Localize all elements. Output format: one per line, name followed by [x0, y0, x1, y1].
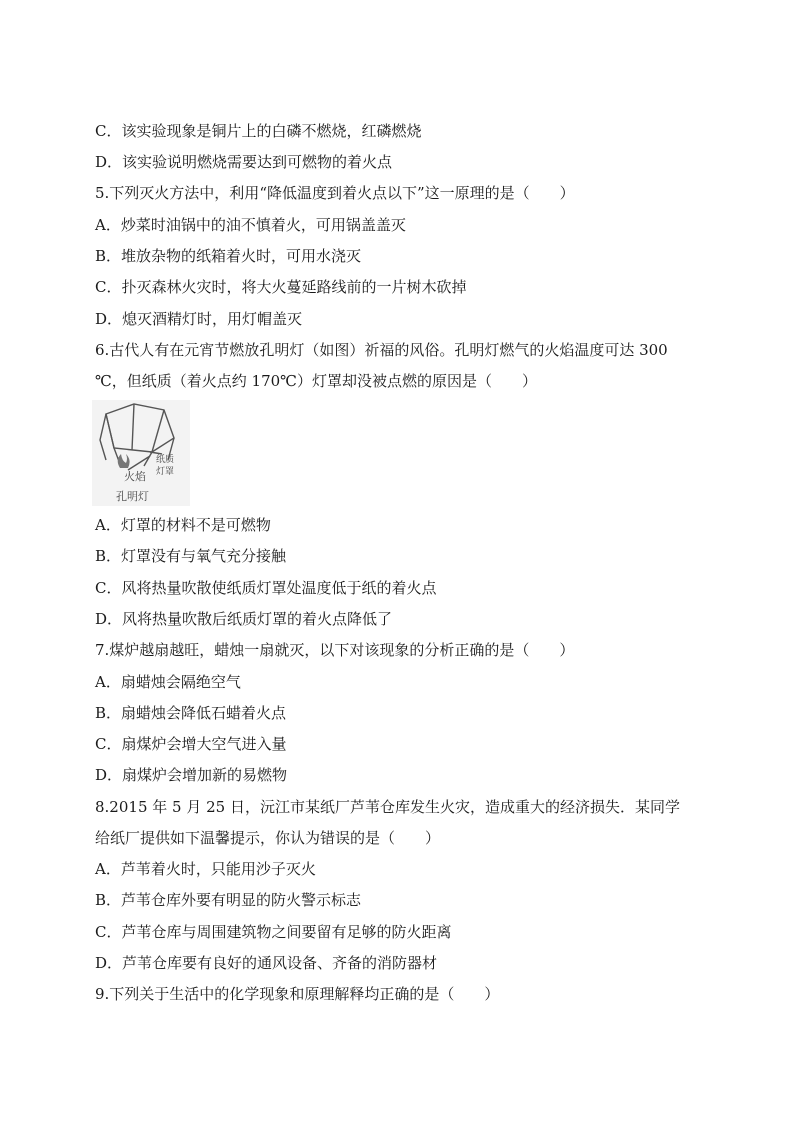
- option-b-q6: B．灯罩没有与氧气充分接触: [95, 547, 287, 565]
- option-b-q5: B．堆放杂物的纸箱着火时，可用水浇灭: [95, 247, 362, 265]
- shade-label-2: 灯罩: [156, 467, 175, 477]
- option-d-q4: D．该实验说明燃烧需要达到可燃物的着火点: [95, 153, 393, 171]
- option-d-q8: D．芦苇仓库要有良好的通风设备、齐备的消防器材: [95, 954, 438, 972]
- kongming-lantern-figure: [92, 400, 190, 506]
- option-c-q6: C．风将热量吹散使纸质灯罩处温度低于纸的着火点: [95, 579, 437, 597]
- figure-caption: 孔明灯: [116, 490, 149, 503]
- question-8-line-2: 给纸厂提供如下温馨提示，你认为错误的是（ ）: [95, 829, 441, 847]
- question-5: 5.下列灭火方法中，利用“降低温度到着火点以下”这一原理的是（ ）: [95, 184, 575, 202]
- option-c-q8: C．芦苇仓库与周围建筑物之间要留有足够的防火距离: [95, 923, 452, 941]
- question-6-line-2: ℃，但纸质（着火点约 170℃）灯罩却没被点燃的原因是（ ）: [95, 372, 537, 390]
- option-a-q6: A．灯罩的材料不是可燃物: [95, 516, 271, 534]
- option-d-q7: D．扇煤炉会增加新的易燃物: [95, 766, 288, 784]
- flame-label: 火焰: [124, 470, 146, 483]
- option-d-q5: D．熄灭酒精灯时，用灯帽盖灭: [95, 310, 303, 328]
- option-c-q4: C．该实验现象是铜片上的白磷不燃烧，红磷燃烧: [95, 122, 422, 140]
- question-8-line-1: 8.2015 年 5 月 25 日，沅江市某纸厂芦苇仓库发生火灾，造成重大的经济损失．某同学: [95, 798, 680, 816]
- option-c-q7: C．扇煤炉会增大空气进入量: [95, 735, 287, 753]
- flame-icon: [118, 454, 130, 468]
- option-a-q5: A．炒菜时油锅中的油不慎着火，可用锅盖盖灭: [95, 216, 406, 234]
- option-b-q7: B．扇蜡烛会降低石蜡着火点: [95, 704, 287, 722]
- question-6-line-1: 6.古代人有在元宵节燃放孔明灯（如图）祈福的风俗。孔明灯燃气的火焰温度可达 300: [95, 341, 668, 359]
- option-a-q7: A．扇蜡烛会隔绝空气: [95, 673, 241, 691]
- shade-label-1: 纸质: [156, 455, 175, 465]
- option-a-q8: A．芦苇着火时，只能用沙子灭火: [95, 860, 316, 878]
- question-9: 9.下列关于生活中的化学现象和原理解释均正确的是（ ）: [95, 985, 500, 1003]
- option-c-q5: C．扑灭森林火灾时，将大火蔓延路线前的一片树木砍掉: [95, 278, 467, 296]
- lantern-illustration: [92, 400, 190, 506]
- option-b-q8: B．芦苇仓库外要有明显的防火警示标志: [95, 891, 362, 909]
- option-d-q6: D．风将热量吹散后纸质灯罩的着火点降低了: [95, 610, 393, 628]
- question-7: 7.煤炉越扇越旺，蜡烛一扇就灭，以下对该现象的分析正确的是（ ）: [95, 641, 575, 659]
